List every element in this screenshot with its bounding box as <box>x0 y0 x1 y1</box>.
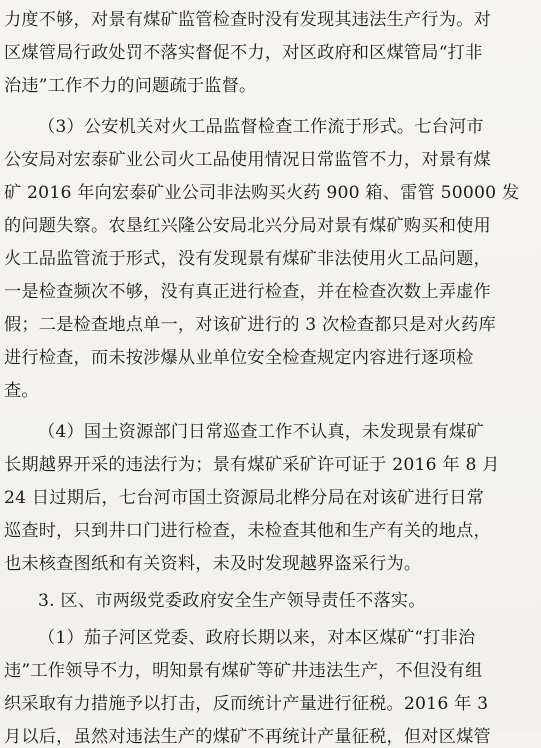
text-line: （1）茄子河区党委、政府长期以来，对本区煤矿“打非治 <box>38 628 476 648</box>
text-line: 进行检查，而未按涉爆从业单位安全检查规定内容进行逐项检 <box>4 348 474 368</box>
section-heading: 3. 区、市两级党委政府安全生产领导责任不落实。 <box>38 591 426 611</box>
text-line: 违”工作领导不力，明知景有煤矿等矿井违法生产，不但没有组 <box>4 661 483 681</box>
text-line: 力度不够，对景有煤矿监管检查时没有发现其违法生产行为。对 <box>4 10 491 30</box>
text-line: 的问题失察。农垦红兴隆公安局北兴分局对景有煤矿购买和使用 <box>4 216 491 236</box>
text-line: 月以后，虽然对违法生产的煤矿不再统计产量征税，但对区煤管 <box>4 727 491 747</box>
text-line: 查。 <box>4 381 39 401</box>
text-line: 一是检查频次不够，没有真正进行检查，并在检查次数上弄虚作 <box>4 282 491 302</box>
text-line: 长期越界开采的违法行为；景有煤矿采矿许可证于 2016 年 8 月 <box>4 455 500 475</box>
text-line: 也未核查图纸和有关资料，未及时发现越界盗采行为。 <box>4 554 422 574</box>
text-line: （3）公安机关对火工品监督检查工作流于形式。七台河市 <box>38 117 484 137</box>
text-line: 巡查时，只到井口门进行检查，未检查其他和生产有关的地点， <box>4 521 491 541</box>
text-line: 治违”工作不力的问题疏于监督。 <box>4 76 257 96</box>
text-line: （4）国土资源部门日常巡查工作不认真，未发现景有煤矿 <box>38 422 484 442</box>
text-line: 织采取有力措施予以打击，反而统计产量进行征税。2016 年 3 <box>4 694 489 714</box>
text-line: 区煤管局行政处罚不落实督促不力，对区政府和区煤管局“打非 <box>4 43 483 63</box>
text-line: 假；二是检查地点单一，对该矿进行的 3 次检查都只是对火药库 <box>4 315 496 335</box>
text-line: 公安局对宏泰矿业公司火工品使用情况日常监管不力，对景有煤 <box>4 150 491 170</box>
text-line: 24 日过期后，七台河市国土资源局北桦分局在对该矿进行日常 <box>4 488 485 508</box>
text-line: 矿 2016 年向宏泰矿业公司非法购买火药 900 箱、雷管 50000 发 <box>4 183 520 203</box>
text-line: 火工品监管流于形式，没有发现景有煤矿非法使用火工品问题， <box>4 249 491 269</box>
